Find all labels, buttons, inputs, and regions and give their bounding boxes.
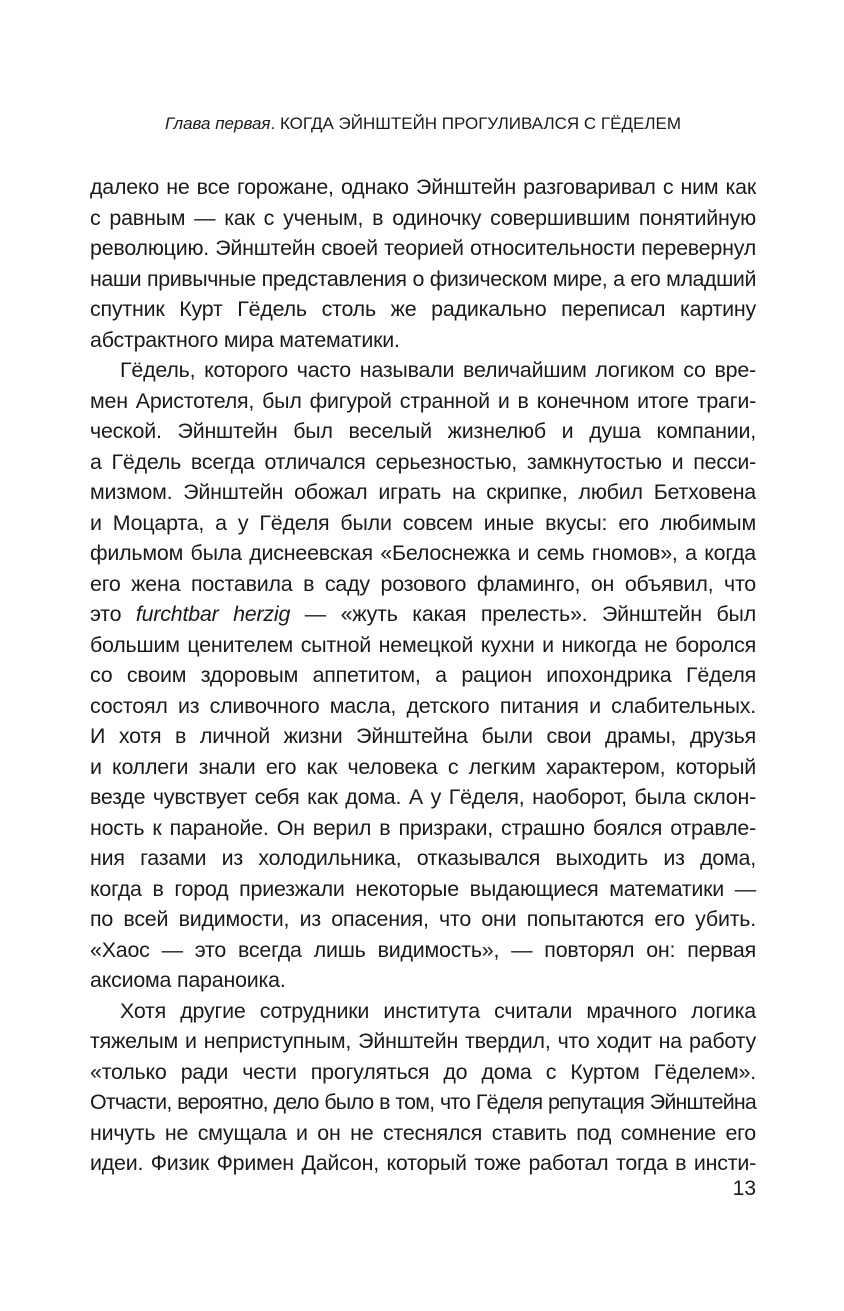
text-line: фильмом была диснеевская «Белоснежка и семь гномов», а когда bbox=[90, 541, 756, 565]
paragraph-1 bbox=[90, 172, 756, 355]
text-line: ния газами из холодильника, отказывался выходить из дома, bbox=[90, 846, 756, 870]
chapter-label: Глава первая bbox=[164, 114, 271, 133]
running-head-separator: . bbox=[270, 114, 276, 133]
page-number: 13 bbox=[732, 1177, 756, 1200]
text-line: ческой. Эйнштейн был веселый жизнелюб и душа компании, bbox=[90, 419, 756, 443]
text-line: И хотя в личной жизни Эйнштейна были свои драмы, друзья bbox=[90, 724, 756, 748]
text-line: мен Аристотеля, был фигурой странной и в конечном итоге траги- bbox=[90, 388, 756, 413]
text-line: везде чувствует себя как дома. А у Гёделя, наоборот, была склон- bbox=[90, 785, 756, 809]
line-suffix: — «жуть какая прелесть». Эйнштейн был bbox=[290, 602, 757, 626]
paragraph-2 bbox=[90, 355, 756, 996]
text-line: ность к паранойе. Он верил в призраки, страшно боялся отравле- bbox=[90, 815, 756, 840]
text-line: ничуть не смущала и он не стеснялся ставить под сомнение его bbox=[90, 1120, 756, 1145]
text-line: с равным — как с ученым, в одиночку совершившим понятийную bbox=[90, 205, 756, 230]
text-line: со своим здоровым аппетитом, а рацион ипохондрика Гёделя bbox=[90, 663, 756, 687]
text-line: наши привычные представления о физическом мире, а его младший bbox=[90, 266, 756, 291]
foreign-phrase: furchtbar herzig bbox=[135, 602, 291, 626]
text-line-with-italic bbox=[90, 599, 756, 630]
text-line: тяжелым и неприступным, Эйнштейн твердил, что ходит на работу bbox=[90, 1029, 756, 1053]
text-line: «только ради чести прогуляться до дома с Куртом Гёделем». bbox=[90, 1059, 756, 1084]
text-line: состоял из сливочного масла, детского питания и слабительных. bbox=[90, 693, 756, 718]
running-head bbox=[90, 114, 756, 134]
text-line: его жена поставила в саду розового фламинго, он объявил, что bbox=[90, 571, 756, 596]
line-prefix: это bbox=[90, 602, 136, 626]
text-line: аксиома параноика. bbox=[90, 968, 286, 992]
text-line: «Хаос — это всегда лишь видимость», — повторял он: первая bbox=[90, 937, 756, 962]
text-line: большим ценителем сытной немецкой кухни и никогда не боролся bbox=[90, 632, 756, 657]
text-line: мизмом. Эйнштейн обожал играть на скрипке, любил Бетховена bbox=[90, 480, 756, 504]
text-line: далеко не все горожане, однако Эйнштейн разговаривал с ним как bbox=[90, 175, 756, 199]
text-line: спутник Курт Гёдель столь же радикально переписал картину bbox=[90, 297, 756, 321]
text-line: абстрактного мира математики. bbox=[90, 327, 400, 352]
body-text bbox=[90, 172, 756, 1179]
text-line: а Гёдель всегда отличался серьезностью, замкнутостью и песси- bbox=[90, 449, 756, 474]
paragraph-3 bbox=[90, 996, 756, 1179]
text-line: когда в город приезжали некоторые выдающиеся математики — bbox=[90, 876, 756, 901]
text-line: идеи. Физик Фримен Дайсон, который тоже работал тогда в инсти- bbox=[90, 1151, 756, 1175]
text-line: по всей видимости, из опасения, что они попытаются его убить. bbox=[90, 907, 756, 931]
text-line: и коллеги знали его как человека с легким характером, который bbox=[90, 754, 756, 779]
text-line: Хотя другие сотрудники института считали мрачного логика bbox=[120, 998, 756, 1023]
text-line: революцию. Эйнштейн своей теорией относительности перевернул bbox=[90, 236, 756, 260]
text-line: Отчасти, вероятно, дело было в том, что Гёделя репутация Эйнштейна bbox=[90, 1090, 756, 1114]
text-line: и Моцарта, а у Гёделя были совсем иные вкусы: его любимым bbox=[90, 510, 756, 535]
chapter-title: КОГДА ЭЙНШТЕЙН ПРОГУЛИВАЛСЯ С ГЁДЕЛЕМ bbox=[275, 114, 681, 133]
text-line: Гёдель, которого часто называли величайшим логиком со вре- bbox=[120, 358, 756, 382]
